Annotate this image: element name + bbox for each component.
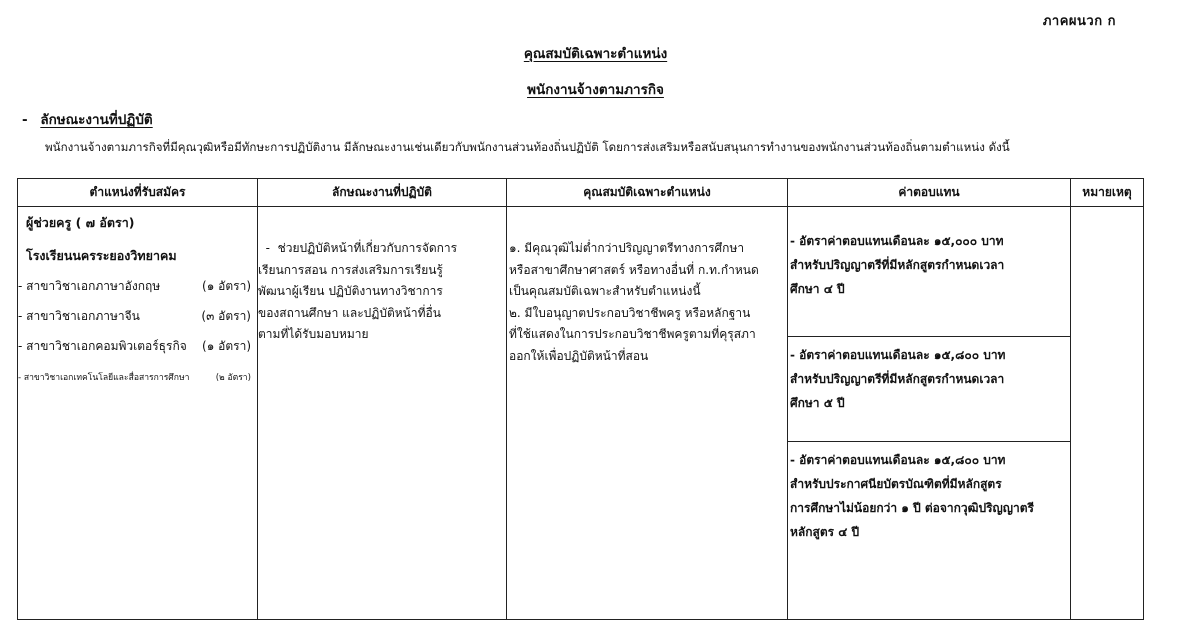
major-item bbox=[18, 307, 257, 326]
section-heading bbox=[22, 108, 153, 130]
major-name: - สาขาวิชาเอกภาษาอังกฤษ bbox=[18, 279, 161, 293]
duties-line: พัฒนาผู้เรียน ปฏิบัติงานทางวิชาการ bbox=[258, 284, 443, 298]
header-compensation: ค่าตอบแทน bbox=[788, 179, 1071, 207]
major-item bbox=[18, 337, 257, 356]
major-item bbox=[18, 277, 257, 296]
compensation-rate: - อัตราค่าตอบแทนเดือนละ ๑๕,๘๐๐ บาท bbox=[790, 453, 1006, 467]
table-header-row bbox=[18, 179, 1144, 207]
compensation-rate: - อัตราค่าตอบแทนเดือนละ ๑๕,๐๐๐ บาท bbox=[790, 234, 1004, 248]
position-title: ผู้ช่วยครู ( ๗ อัตรา) bbox=[26, 215, 135, 230]
duties-line: - ช่วยปฏิบัติหน้าที่เกี่ยวกับการจัดการ bbox=[258, 241, 458, 255]
compensation-desc: การศึกษาไม่น้อยกว่า ๑ ปี ต่อจากวุฒิปริญญาตรี bbox=[790, 501, 1034, 515]
header-position: ตำแหน่งที่รับสมัคร bbox=[18, 179, 258, 207]
header-duties: ลักษณะงานที่ปฏิบัติ bbox=[258, 179, 507, 207]
qualification-line: ออกให้เพื่อปฏิบัติหน้าที่สอน bbox=[509, 348, 649, 363]
compensation-block bbox=[788, 337, 1070, 441]
duties-line: ของสถานศึกษา และปฏิบัติหน้าที่อื่น bbox=[258, 305, 441, 320]
qualification-line: ๑. มีคุณวุฒิไม่ต่ำกว่าปริญญาตรีทางการศึกษา bbox=[509, 241, 745, 255]
duties-text bbox=[258, 238, 506, 346]
qualification-line: หรือสาขาศึกษาศาสตร์ หรือทางอื่นที่ ก.ท.กำหนด bbox=[509, 262, 759, 277]
major-count: (๑ อัตรา) bbox=[202, 339, 251, 353]
appendix-label: ภาคผนวก ก bbox=[1042, 14, 1116, 29]
compensation-cell bbox=[788, 207, 1071, 620]
qualification-line: ๒. มีใบอนุญาตประกอบวิชาชีพครู หรือหลักฐาน bbox=[509, 305, 751, 320]
major-name: - สาขาวิชาเอกภาษาจีน bbox=[18, 309, 140, 323]
section-heading-label: ลักษณะงานที่ปฏิบัติ bbox=[40, 112, 153, 128]
document-subtitle: พนักงานจ้างตามภารกิจ bbox=[527, 82, 664, 98]
qualifications-text bbox=[507, 238, 787, 367]
qualification-line: ที่ใช้แสดงในการประกอบวิชาชีพครูตามที่คุรุสภา bbox=[509, 327, 756, 341]
compensation-rate: - อัตราค่าตอบแทนเดือนละ ๑๕,๘๐๐ บาท bbox=[790, 348, 1006, 362]
compensation-block bbox=[788, 207, 1070, 336]
duties-cell bbox=[258, 207, 507, 620]
compensation-desc: สำหรับปริญญาตรีที่มีหลักสูตรกำหนดเวลา bbox=[790, 372, 1005, 386]
compensation-desc: สำหรับปริญญาตรีที่มีหลักสูตรกำหนดเวลา bbox=[790, 258, 1005, 272]
compensation-block bbox=[788, 442, 1070, 544]
header-qualifications: คุณสมบัติเฉพาะตำแหน่ง bbox=[507, 179, 788, 207]
school-name: โรงเรียนนครระยองวิทยาคม bbox=[26, 248, 177, 263]
remarks-cell bbox=[1071, 207, 1144, 620]
compensation-desc: หลักสูตร ๔ ปี bbox=[790, 525, 860, 539]
major-name: - สาขาวิชาเอกคอมพิวเตอร์ธุรกิจ bbox=[18, 339, 187, 353]
positions-table bbox=[17, 178, 1144, 620]
major-count: (๑ อัตรา) bbox=[202, 279, 251, 293]
major-count: (๒ อัตรา) bbox=[215, 373, 251, 383]
compensation-desc: ศึกษา ๔ ปี bbox=[790, 282, 845, 296]
major-item bbox=[18, 370, 257, 384]
duties-line: ตามที่ได้รับมอบหมาย bbox=[258, 327, 369, 341]
header-remarks: หมายเหตุ bbox=[1071, 179, 1144, 207]
major-name: - สาขาวิชาเอกเทคโนโลยีและสื่อสารการศึกษา bbox=[18, 373, 190, 383]
intro-paragraph: พนักงานจ้างตามภารกิจที่มีคุณวุฒิหรือมีทักษะการปฏิบัติงาน มีลักษณะงานเช่นเดียวกับพนักงานส่วนท้องถิ่นปฏิบัติ โดยการส่งเสริมหรือสนับสนุนการทำงานของพนักงานส่วนท้องถิ่นตามตำแหน่ง ดังนี้ bbox=[45, 140, 1010, 154]
qualifications-cell bbox=[507, 207, 788, 620]
major-count: (๓ อัตรา) bbox=[201, 309, 251, 323]
duties-line: เรียนการสอน การส่งเสริมการเรียนรู้ bbox=[258, 262, 443, 277]
position-cell bbox=[18, 207, 258, 620]
section-dash: - bbox=[22, 112, 28, 128]
compensation-desc: สำหรับประกาศนียบัตรบัณฑิตที่มีหลักสูตร bbox=[790, 477, 1002, 491]
document-title: คุณสมบัติเฉพาะตำแหน่ง bbox=[523, 46, 668, 62]
qualification-line: เป็นคุณสมบัติเฉพาะสำหรับตำแหน่งนี้ bbox=[509, 284, 701, 298]
compensation-desc: ศึกษา ๕ ปี bbox=[790, 396, 845, 410]
table-row bbox=[18, 207, 1144, 620]
